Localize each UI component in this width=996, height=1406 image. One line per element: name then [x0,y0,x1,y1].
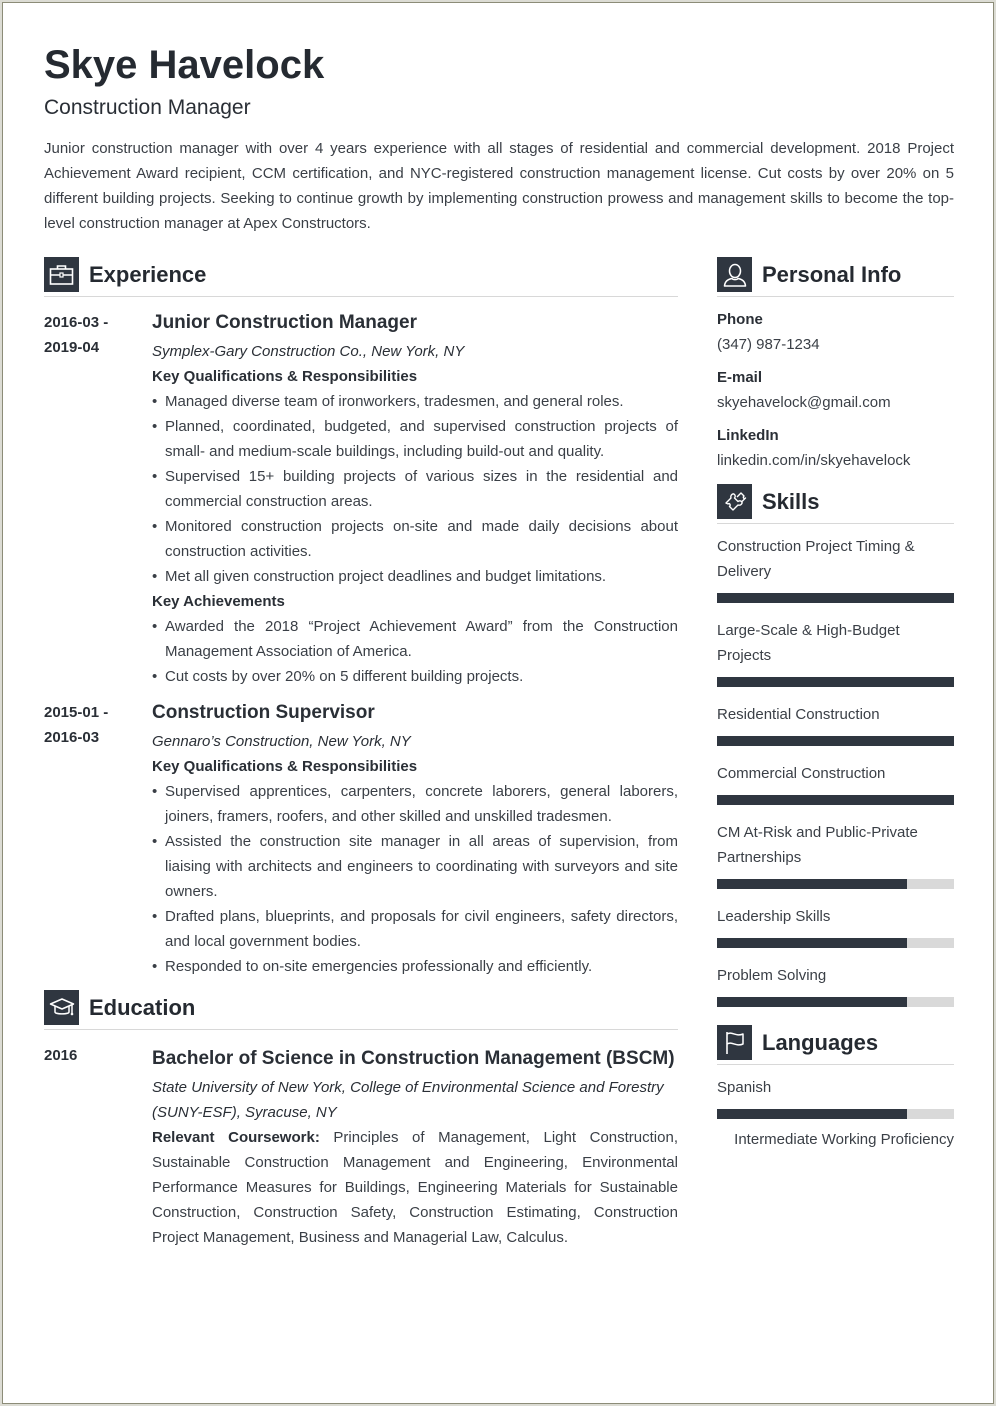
linkedin-value[interactable]: linkedin.com/in/skyehavelock [717,452,911,469]
job-dates [44,310,144,360]
list-item: • Cut costs by over 20% on 5 different building projects. [152,664,678,689]
skill-item [717,618,954,687]
language-proficiency: Intermediate Working Proficiency [734,1131,954,1148]
languages-header [717,1025,954,1065]
coursework-text: Principles of Management, Light Construction, Sustainable Construction Management and Engineering, Environmental Performance Measures for Buildings, Engineering Materials for Sustainable Construction, Construction Safety, Construction Estimating, Construction Project Management, Business and Managerial Law, Calculus. [152,1129,678,1246]
phone-value: (347) 987-1234 [717,336,820,353]
degree-title: Bachelor of Science in Construction Management (BSCM) [152,1048,675,1069]
skill-bar-fill [717,677,954,687]
skill-name: Commercial Construction [717,765,886,782]
qualifications-list [152,779,678,979]
education-details [152,1043,678,1250]
job-company: Symplex-Gary Construction Co., New York, NY [152,343,465,360]
list-item: • Drafted plans, blueprints, and proposals for civil engineers, safety directors, and local government bodies. [152,904,678,954]
education-header [44,990,678,1030]
coursework [152,1125,678,1250]
email-label: E-mail [717,369,763,386]
personal-info-heading: Personal Info [762,262,902,287]
skill-bar-fill [717,736,954,746]
skill-name: Problem Solving [717,967,827,984]
skill-bar [717,997,954,1007]
skill-bar [717,677,954,687]
job-date-start: 2015-01 - [44,704,109,721]
skill-item [717,820,954,889]
achievements-list [152,614,678,689]
job-date-start: 2016-03 - [44,314,109,331]
graduation-cap-icon [44,990,79,1025]
skill-bar [717,593,954,603]
job-details [152,700,678,979]
job-title: Construction Supervisor [152,702,375,723]
skill-name: Large-Scale & High-Budget Projects [717,622,900,664]
skill-bar [717,938,954,948]
qualifications-list [152,389,678,589]
skill-item [717,761,954,805]
list-item: • Supervised 15+ building projects of various sizes in the residential and commercial construction areas. [152,464,678,514]
job-details [152,310,678,689]
languages-list [717,1075,954,1152]
skill-item [717,702,954,746]
candidate-name: Skye Havelock [44,43,325,87]
list-item: • Awarded the 2018 “Project Achievement Award” from the Construction Management Association of America. [152,614,678,664]
phone-label: Phone [717,311,763,328]
list-item: • Monitored construction projects on-site and made daily decisions about construction activities. [152,514,678,564]
education-year: 2016 [44,1047,78,1064]
email-value[interactable]: skyehavelock@gmail.com [717,394,891,411]
skill-name: Leadership Skills [717,908,831,925]
skill-bar-fill [717,879,907,889]
qualifications-heading: Key Qualifications & Responsibilities [152,758,418,775]
puzzle-piece-icon [717,484,752,519]
flag-icon [717,1025,752,1060]
skill-name: Construction Project Timing & Delivery [717,538,915,580]
candidate-title: Construction Manager [44,96,251,119]
education-heading: Education [89,995,196,1020]
skill-item [717,904,954,948]
skill-bar-fill [717,938,907,948]
skill-bar [717,736,954,746]
experience-heading: Experience [89,262,207,287]
achievements-heading: Key Achievements [152,593,285,610]
list-item: • Managed diverse team of ironworkers, tradesmen, and general roles. [152,389,678,414]
list-item: • Planned, coordinated, budgeted, and supervised construction projects of small- and medium-scale buildings, including build-out and quality. [152,414,678,464]
skill-bar [717,795,954,805]
skill-bar-fill [717,997,907,1007]
user-icon [717,257,752,292]
school-name: State University of New York, College of Environmental Science and Forestry (SUNY-ESF), Syracuse, NY [152,1079,664,1121]
skills-header [717,484,954,524]
personal-info-header [717,257,954,297]
briefcase-icon [44,257,79,292]
languages-heading: Languages [762,1030,879,1055]
list-item: • Responded to on-site emergencies professionally and efficiently. [152,954,678,979]
skill-item [717,963,954,1007]
resume-page [2,2,994,1404]
list-item: • Assisted the construction site manager in all areas of supervision, from liaising with architects and engineers to coordinating with surveyors and site owners. [152,829,678,904]
skill-bar [717,879,954,889]
job-date-end: 2019-04 [44,339,100,356]
job-company: Gennaro’s Construction, New York, NY [152,733,411,750]
job-dates [44,700,144,750]
language-bar-fill [717,1109,907,1119]
skill-bar-fill [717,795,954,805]
language-item [717,1075,954,1152]
job-date-end: 2016-03 [44,729,100,746]
skill-item [717,534,954,603]
linkedin-label: LinkedIn [717,427,779,444]
skill-bar-fill [717,593,954,603]
language-bar [717,1109,954,1119]
skill-name: Residential Construction [717,706,880,723]
experience-header [44,257,678,297]
personal-info [717,307,954,473]
coursework-label: Relevant Coursework: [152,1129,320,1146]
summary: Junior construction manager with over 4 years experience with all stages of residential and commercial development. 2018 Project Achievement Award recipient, CCM certification, and NYC-registered construction management license. Cut costs by over 20% on 5 different building projects. Seeking to continue growth by implementing construction prowess and management skills to become the top-level construction manager at Apex Constructors. [44,140,954,232]
qualifications-heading: Key Qualifications & Responsibilities [152,368,418,385]
language-name: Spanish [717,1079,772,1096]
list-item: • Met all given construction project deadlines and budget limitations. [152,564,678,589]
job-title: Junior Construction Manager [152,312,417,333]
skills-list [717,534,954,1007]
list-item: • Supervised apprentices, carpenters, concrete laborers, general laborers, joiners, framers, roofers, and other skilled and unskilled tradesmen. [152,779,678,829]
skills-heading: Skills [762,489,820,514]
skill-name: CM At-Risk and Public-Private Partnerships [717,824,918,866]
